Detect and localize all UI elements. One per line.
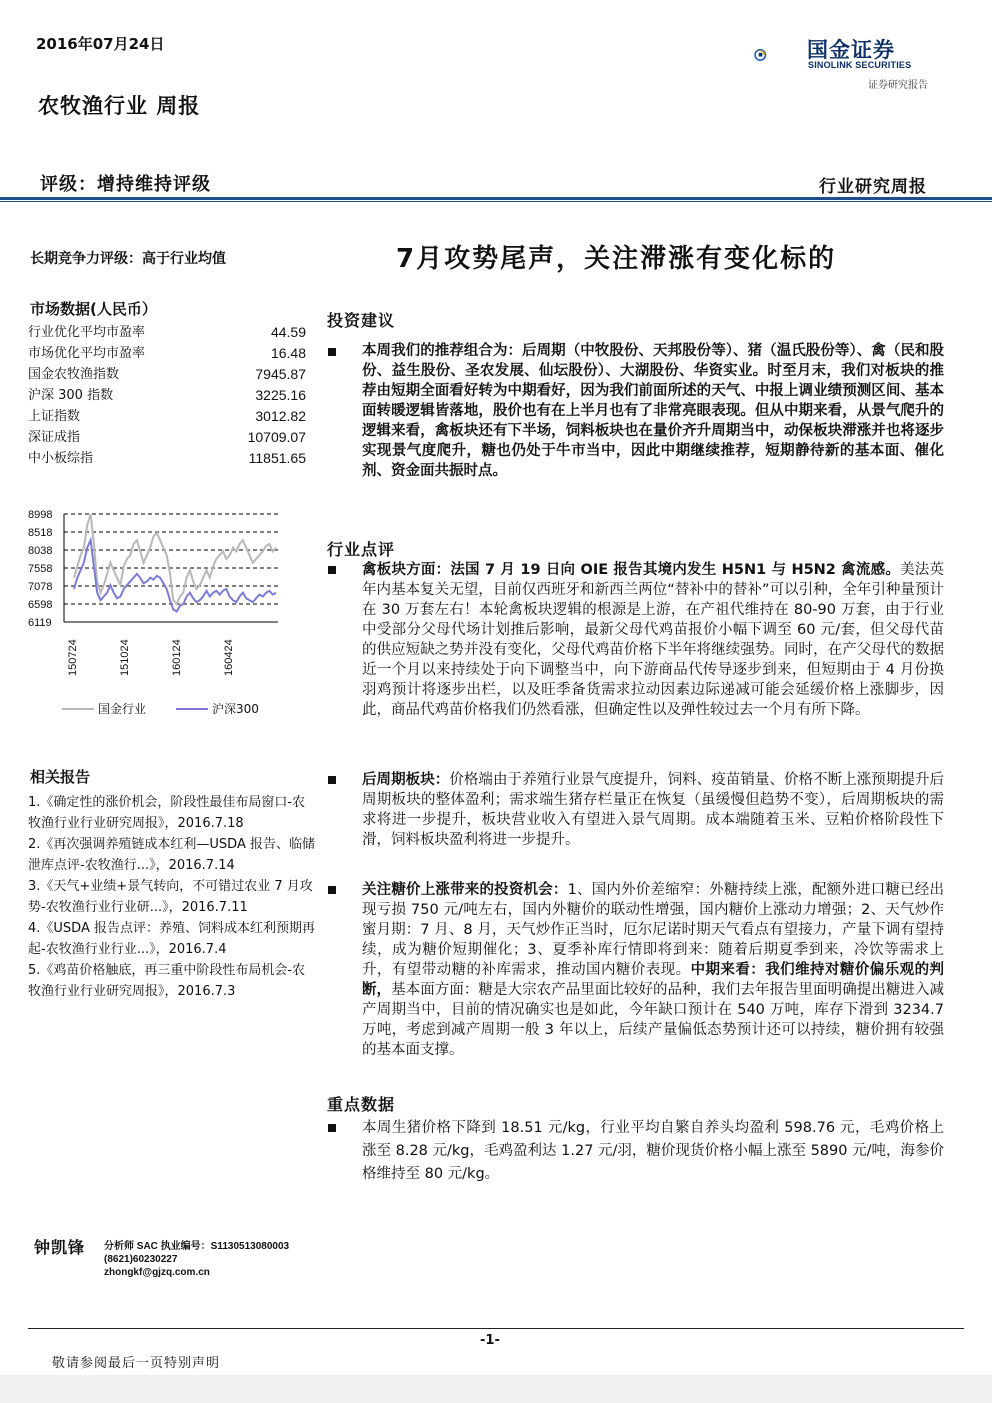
market-data-title: 市场数据(人民币）: [30, 300, 157, 318]
related-report-item[interactable]: 5.《鸡苗价格触底，再三重中阶段性布局机会-农牧渔行业行业研究周报》，2016.7.3: [28, 963, 306, 999]
y-tick-label: 6119: [28, 617, 52, 629]
report-date: 2016年07月24日: [36, 35, 165, 53]
x-tick-label: 160124: [171, 639, 183, 676]
y-tick-label: 7558: [28, 563, 53, 576]
market-data-row: [28, 322, 306, 343]
page-number: -1-: [480, 1333, 500, 1348]
market-data-label: 上证指数: [28, 409, 81, 424]
post-cycle-body: 价格端由于养殖行业景气度提升，饲料、疫苗销量、价格不断上涨预期提升后周期板块的整体盈利；需求端生猪存栏量正在恢复（虽缓慢但趋势不变），后周期板块的需求将进一步提升，板块营业收入有望进入景气周期。成本端随着玉米、豆粕价格阶段性下滑，饲料板块盈利将进一步提升。: [362, 772, 945, 848]
market-data-row: [28, 427, 306, 448]
legend-label: 国金行业: [98, 702, 147, 716]
poultry-body: 美法英年内基本复关无望，目前仅西班牙和新西兰两位“替补中的替补”可以引种，全年引种量预计在 30 万套左右！本轮禽板块逻辑的根源是上游，在产祖代维持在 80-90 万套，由于行业中受部分父母代场计划推后影响，最新父母代鸡苗报价小幅下调至 60 元/套，但父母代苗的供应短缺之势并没有变化，父母代鸡苗价格下半年将继续强势。同时，在产父母代的数据近一个月以来持续处于向下调整当中，向下游商品代传导逐步到来，但短期由于 4 月份换羽鸡预计将逐步出栏，以及旺季备货需求拉动因素边际递减可能会延缓价格上涨脚步，因此，商品代鸡苗价格我们仍然看涨，但确定性以及弹性较过去一个月有所下降。: [362, 562, 945, 718]
x-tick-label: 150724: [67, 639, 79, 676]
market-data-label: 国金农牧渔指数: [28, 367, 120, 382]
bottom-band: [0, 1375, 992, 1403]
post-cycle-lead: 后周期板块：: [362, 772, 450, 788]
market-data-label: 沪深 300 指数: [28, 388, 114, 403]
competitiveness-rating: 长期竞争力评级：高于行业均值: [30, 251, 226, 267]
y-tick-label: 8038: [28, 545, 53, 558]
market-data-value: 10709.07: [247, 429, 306, 445]
logo-text: 国金证券: [807, 38, 895, 62]
logo-text-en: SINOLINK SECURITIES: [808, 60, 912, 70]
report-name: 农牧渔行业 周报: [38, 94, 201, 118]
y-tick-label: 6598: [28, 599, 53, 612]
y-tick-label: 8998: [28, 509, 53, 521]
related-report-item[interactable]: 1.《确定性的涨价机会，阶段性最佳布局窗口-农牧渔行业行业研究周报》，2016.7.18: [28, 795, 306, 831]
poultry-lead: 禽板块方面：法国 7 月 19 日向 OIE 报告其境内发生 H5N1 与 H5N2 禽流感。: [362, 562, 901, 578]
market-data-value: 16.48: [270, 345, 306, 361]
related-report-item[interactable]: 2.《再次强调养殖链成本红利—USDA 报告、临储泄库点评-农牧渔行...》，2016.7.14: [28, 837, 315, 873]
x-tick-label: 160424: [223, 639, 235, 676]
sugar-paragraph: [362, 880, 944, 1060]
main-title: 7月攻势尾声，关注滞涨有变化标的: [396, 244, 837, 274]
sugar-body-1: 1、国内外价差缩窄：外糖持续上涨，配额外进口糖已经出现亏损 750 元/吨左右，国内外糖价的联动性增强，国内糖价上涨动力增强；2、天气炒作蜜月期：7 月、8 月，天气炒作正当时，厄尔尼诺时期天气看点有望接力，产量下调有望持续，成为糖价短期催化；3、夏季补库行情即将到来：随着后期夏季到来，冷饮等需求上升，有望带动糖的补库需求，推动国内糖价表现。: [362, 882, 944, 978]
series-line-0: [74, 514, 276, 604]
market-data-value: 3225.16: [255, 387, 306, 403]
analyst-sac: 分析师 SAC 执业编号：S1130513080003: [104, 1241, 290, 1252]
x-tick-label: 151024: [119, 639, 131, 676]
sugar-mid-lead: 中期来看：我们维持对糖价偏乐观的判断，: [362, 962, 945, 998]
rating: 评级：增持维持评级: [40, 174, 211, 195]
market-data-value: 7945.87: [255, 366, 306, 382]
bullet-icon: [328, 886, 336, 894]
related-report-item[interactable]: 3.《天气+业绩+景气转向，不可错过农业 7 月攻势-农牧渔行业行业研...》，2016.7.11: [28, 879, 313, 915]
related-report-item[interactable]: 4.《USDA 报告点评：养殖、饲料成本红利预期再起-农牧渔行业行业...》，2016.7.4: [28, 921, 315, 957]
market-data-row: [28, 448, 306, 469]
footer-rule: [28, 1328, 964, 1329]
sugar-body-2: 基本面方面：糖是大宗农产品里面比较好的品种，我们去年报告里面明确提出糖进入减产周期当中，目前的情况确实也是如此，今年缺口预计在 540 万吨，库存下滑到 3234.7 万吨，考虑到减产周期一般 3 年以上，后续产量偏低态势预计还可以持续，糖价拥有较强的基本面支撑。: [362, 982, 945, 1058]
logo-icon: [754, 30, 806, 82]
section-industry-review: 行业点评: [327, 540, 396, 559]
market-data-label: 深证成指: [28, 430, 81, 445]
market-data-table: [28, 322, 306, 469]
bullet-icon: [328, 348, 336, 356]
y-tick-label: 8518: [28, 527, 53, 540]
analyst-phone: (8621)60230227: [104, 1254, 178, 1265]
report-type: 行业研究周报: [819, 177, 927, 197]
section-key-data: 重点数据: [327, 1095, 396, 1114]
key-data-text: 本周生猪价格下降到 18.51 元/kg，行业平均自繁自养头均盈利 598.76 元，毛鸡价格上涨至 8.28 元/kg，毛鸡盈利达 1.27 元/羽，糖价现货价格小幅上涨至 5890 元/吨，海参价格维持至 80 元/kg。: [362, 1120, 944, 1182]
market-data-row: [28, 406, 306, 427]
market-data-row: [28, 343, 306, 364]
analyst-name: 钟凯锋: [34, 1238, 86, 1257]
bullet-icon: [328, 1124, 336, 1132]
analyst-info: [104, 1240, 289, 1279]
investment-advice-text: 本周我们的推荐组合为：后周期（中牧股份、天邦股份等）、猪（温氏股份等）、禽（民和股份、益生股份、圣农发展、仙坛股份）、大湖股份、华资实业。时至月末，我们对板块的推荐由短期全面看好转为中期看好，因为我们前面所述的天气、中报上调业绩预测区间、基本面转暖逻辑皆落地，股价也有在上半月也有了非常亮眼表现。但从中期来看，从景气爬升的逻辑来看，禽板块还有下半场，饲料板块也在量价齐升周期当中，动保板块滞涨并也将逐步实现景气度爬升，糖也仍处于牛市当中，因此中期继续推荐，短期静待新的基本面、催化剂、资金面共振时点。: [362, 343, 944, 479]
market-data-label: 市场优化平均市盈率: [28, 346, 146, 361]
market-data-label: 行业优化平均市盈率: [28, 325, 146, 340]
bullet-icon: [328, 776, 336, 784]
market-data-value: 11851.65: [248, 450, 306, 466]
sugar-lead: 关注糖价上涨带来的投资机会：: [362, 882, 568, 898]
analyst-email[interactable]: zhongkf@gjzq.com.cn: [104, 1267, 210, 1278]
y-tick-label: 7078: [28, 581, 53, 594]
market-data-row: [28, 364, 306, 385]
post-cycle-paragraph: [362, 770, 944, 850]
index-chart: [26, 500, 286, 730]
logo-subtitle: 证券研究报告: [868, 80, 928, 91]
related-reports-list: [28, 792, 318, 1002]
section-investment-advice: 投资建议: [327, 311, 396, 330]
market-data-value: 44.59: [270, 324, 306, 340]
header-rule: [0, 197, 992, 200]
related-reports-title: 相关报告: [30, 768, 91, 786]
market-data-row: [28, 385, 306, 406]
header-rule-thin: [0, 201, 992, 202]
market-data-label: 中小板综指: [28, 451, 94, 466]
disclaimer: 敬请参阅最后一页特别声明: [52, 1356, 221, 1371]
poultry-paragraph: [362, 560, 944, 720]
market-data-value: 3012.82: [255, 408, 306, 424]
bullet-icon: [328, 566, 336, 574]
legend-label: 沪深300: [212, 702, 259, 716]
